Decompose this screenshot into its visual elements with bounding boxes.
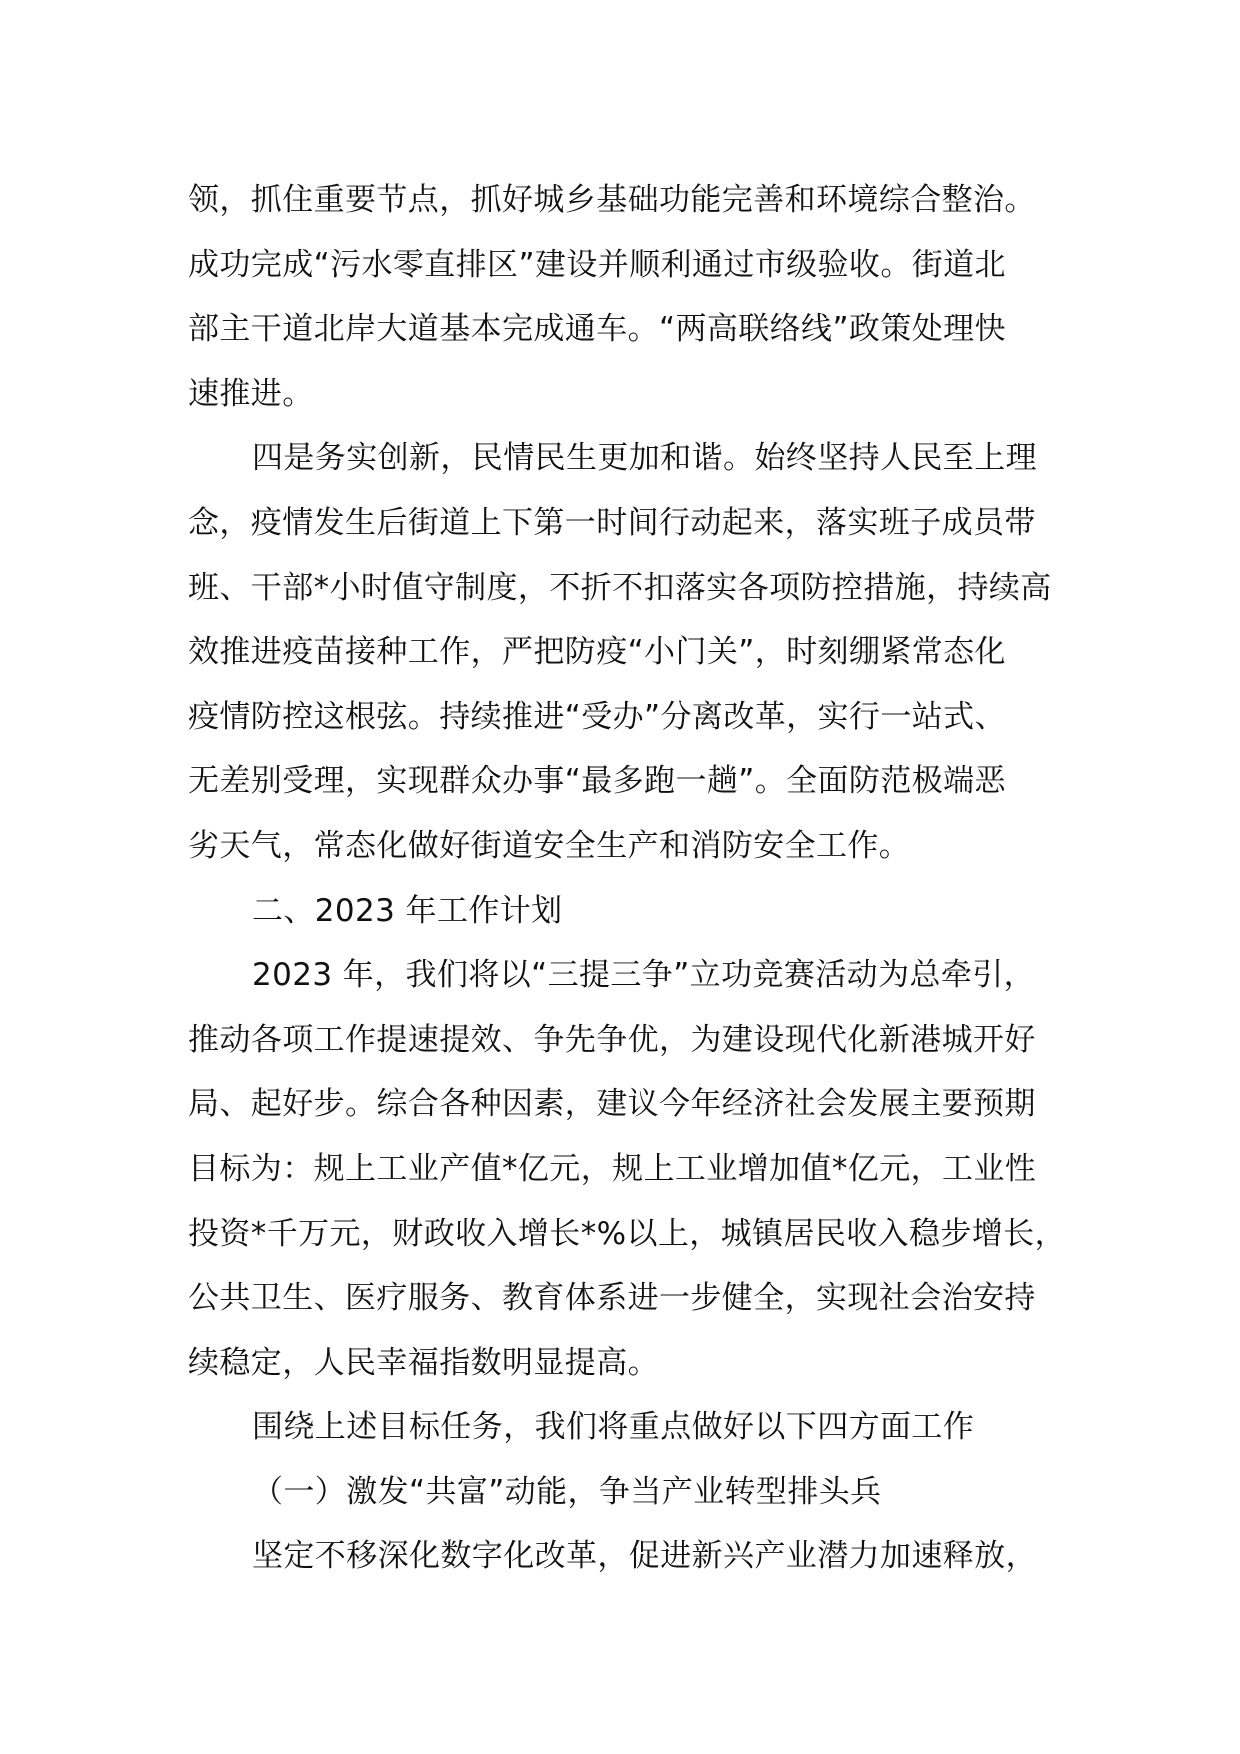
paragraph-line: 围绕上述目标任务，我们将重点做好以下四方面工作: [252, 1409, 975, 1446]
paragraph-line: 部主干道北岸大道基本完成通车。“两高联络线”政策处理快: [188, 311, 1006, 348]
paragraph-line: 效推进疫苗接种工作，严把防疫“小门关”，时刻绷紧常态化: [188, 634, 1006, 671]
paragraph-line: 推动各项工作提速提效、争先争优，为建设现代化新港城开好: [188, 1021, 1036, 1058]
paragraph-line: 劣天气，常态化做好街道安全生产和消防安全工作。: [188, 827, 911, 864]
paragraph-line: 投资*千万元，财政收入增长*%以上，城镇居民收入稳步增长，: [188, 1215, 1067, 1252]
paragraph-line: 疫情防控这根弦。持续推进“受办”分离改革，实行一站式、: [188, 698, 1006, 735]
paragraph-line: 无差别受理，实现群众办事“最多跑一趟”。全面防范极端恶: [188, 763, 1006, 800]
paragraph-line: 续稳定，人民幸福指数明显提高。: [188, 1344, 659, 1381]
paragraph-line: 2023 年，我们将以“三提三争”立功竞赛活动为总牵引，: [252, 957, 1036, 994]
paragraph-line: 班、干部*小时值守制度，不折不扣落实各项防控措施，持续高: [188, 569, 1052, 606]
subsection-heading: （一）激发“共富”动能，争当产业转型排头兵: [252, 1473, 882, 1510]
body-text: [188, 168, 1088, 1589]
paragraph-line: 速推进。: [188, 375, 314, 412]
paragraph-line: 念，疫情发生后街道上下第一时间行动起来，落实班子成员带: [188, 504, 1036, 541]
paragraph-line: 目标为：规上工业产值*亿元，规上工业增加值*亿元，工业性: [188, 1150, 1037, 1187]
paragraph-line: 领，抓住重要节点，抓好城乡基础功能完善和环境综合整治。: [188, 182, 1036, 218]
paragraph-line: 成功完成“污水零直排区”建设并顺利通过市级验收。街道北: [188, 246, 1006, 283]
section-heading: 二、2023 年工作计划: [252, 892, 563, 929]
paragraph-line: 局、起好步。综合各种因素，建议今年经济社会发展主要预期: [188, 1086, 1036, 1123]
paragraph-line: 公共卫生、医疗服务、教育体系进一步健全，实现社会治安持: [188, 1280, 1036, 1317]
paragraph-line: 四是务实创新，民情民生更加和谐。始终坚持人民至上理: [252, 440, 1037, 477]
paragraph-line: 坚定不移深化数字化改革，促进新兴产业潜力加速释放，: [252, 1538, 1037, 1575]
